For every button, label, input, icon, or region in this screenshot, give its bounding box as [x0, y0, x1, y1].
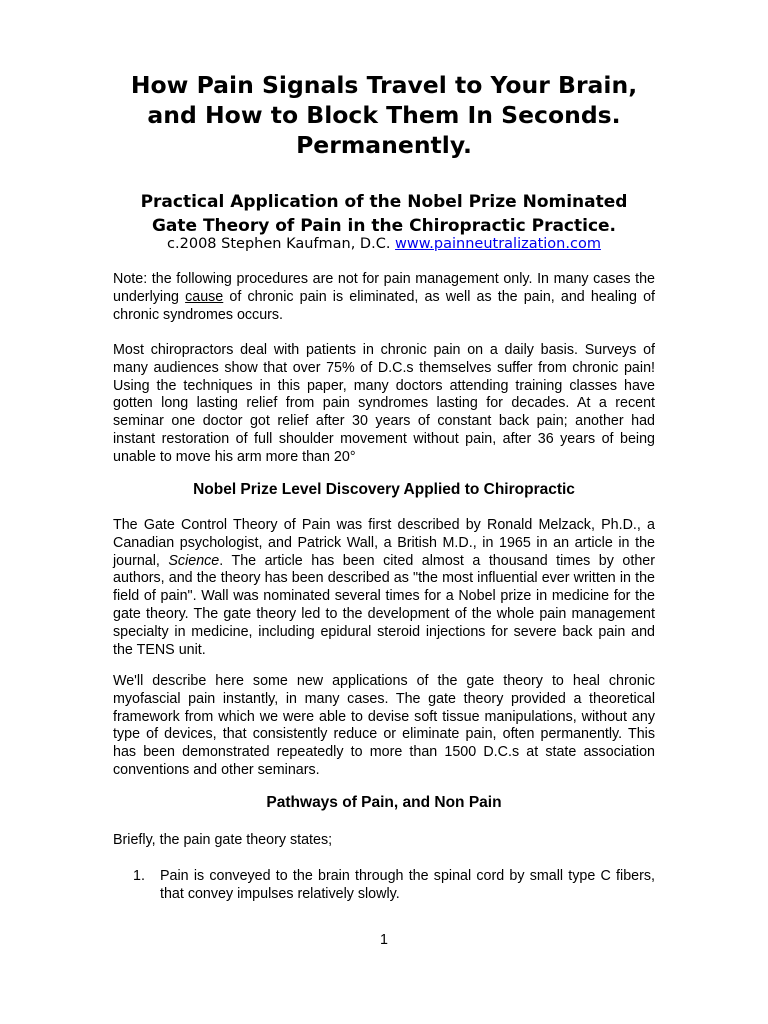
briefly-paragraph: Briefly, the pain gate theory states; — [113, 832, 333, 848]
gate-text-start: The Gate Control Theory of Pain was first described by Ronald Melzack, Ph.D., a Canadian psychologist, and Patrick Wall, a British M.D., in 1965 in an article in the journal, — [113, 517, 655, 569]
title-line-2: and How to Block Them In Seconds. — [147, 101, 621, 129]
subtitle-line-2: Gate Theory of Pain in the Chiropractic Practice. — [151, 216, 617, 236]
title-line-3: Permanently. — [296, 131, 472, 159]
website-link[interactable]: www.painneutralization.com — [395, 236, 601, 252]
note-text-end: of chronic pain is eliminated, as well as the pain, and healing of chronic syndromes occurs. — [113, 288, 656, 323]
note-underlined-word: cause — [185, 288, 224, 305]
note-text-start: Note: the following procedures are not for pain management only. In many cases the underlying — [113, 271, 655, 305]
document-subtitle — [113, 190, 655, 238]
list-item — [133, 868, 655, 904]
surveys-paragraph: Most chiropractors deal with patients in chronic pain on a daily basis. Surveys of many audiences show that over 75% of D.C.s themselves suffer from chronic pain! Using the techniques in this paper, many doctors attending training classes have gotten long lasting relief from pain syndromes lasting for decades. At a recent seminar one doctor got relief after 30 years of constant back pain; another had instant restoration of full shoulder movement without pain, after 36 years of being unable to move his arm more than 20° — [113, 342, 655, 465]
gate-text-end: . The article has been cited almost a thousand times by other authors, and the theory has been described as "the most influential ever written in the field of pain". Wall was nominated several times for a Nobel prize in medicine for the gate theory. The gate theory led to the development of the whole pain management specialty in medicine, including epidural steroid injections for severe back pain and the TENS unit. — [113, 552, 655, 658]
list-text: Pain is conveyed to the brain through the spinal cord by small type C fibers, that convey impulses relatively slowly. — [160, 868, 655, 902]
byline-text: c.2008 Stephen Kaufman, D.C. — [167, 236, 396, 252]
title-line-1: How Pain Signals Travel to Your Brain, — [130, 71, 638, 99]
gate-theory-paragraph — [113, 517, 655, 659]
list-number: 1. — [133, 868, 145, 884]
document-title — [113, 70, 655, 160]
journal-name: Science — [168, 552, 220, 569]
byline — [113, 235, 655, 253]
subtitle-line-1: Practical Application of the Nobel Prize Nominated — [140, 192, 628, 212]
note-paragraph — [113, 271, 655, 324]
page-number: 1 — [380, 932, 388, 948]
heading-pathways: Pathways of Pain, and Non Pain — [266, 794, 502, 811]
describe-paragraph: We'll describe here some new applications of the gate theory to heal chronic myofascial pain instantly, in many cases. The gate theory provided a theoretical framework from which we were able to devise soft tissue manipulations, without any type of devices, that consistently reduce or eliminate pain, often permanently. This has been demonstrated repeatedly to more than 1500 D.C.s at state association conventions and other seminars. — [113, 673, 655, 778]
heading-nobel: Nobel Prize Level Discovery Applied to Chiropractic — [193, 481, 575, 498]
